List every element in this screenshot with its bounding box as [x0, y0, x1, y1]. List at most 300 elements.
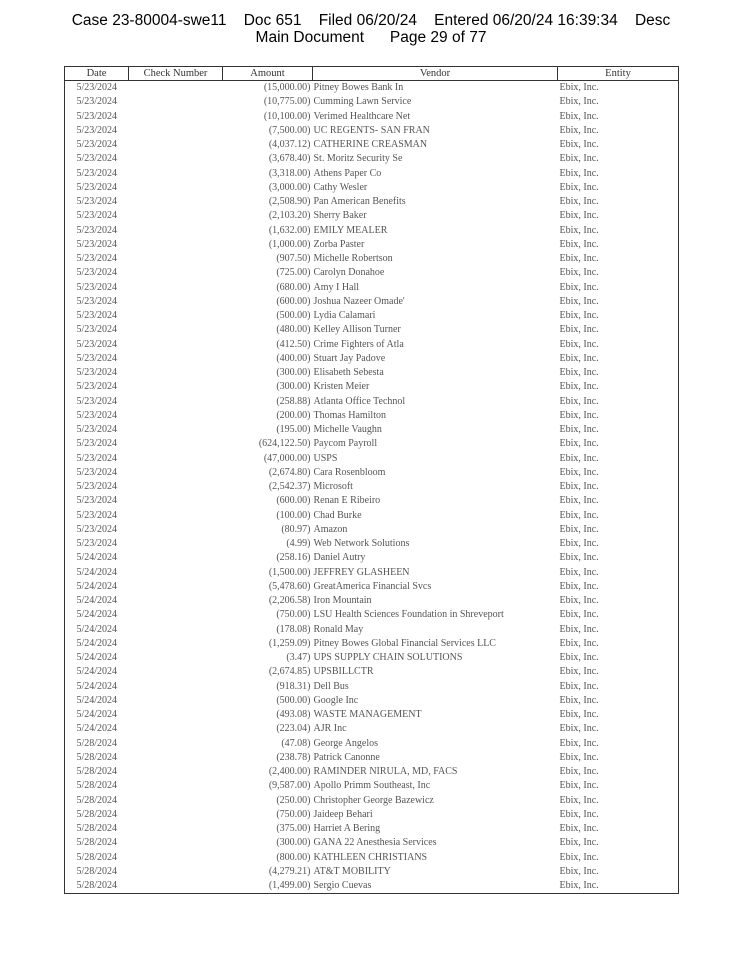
cell-amount: (2,508.90) — [268, 196, 311, 208]
cell-entity: Ebix, Inc. — [558, 352, 679, 366]
cell-amount: (250.00) — [276, 794, 311, 806]
table-row — [65, 879, 679, 894]
cell-check-number — [129, 466, 223, 480]
cell-amount: (4,279.21) — [268, 865, 311, 877]
table-row — [65, 480, 679, 494]
cell-date: 5/24/2024 — [65, 566, 129, 580]
cell-amount: (80.97) — [281, 523, 311, 535]
cell-entity: Ebix, Inc. — [558, 366, 679, 380]
table-row — [65, 281, 679, 295]
cell-date: 5/23/2024 — [65, 480, 129, 494]
cell-amount: (223.04) — [276, 723, 311, 735]
cell-vendor: EMILY MEALER — [313, 224, 388, 236]
cell-date: 5/24/2024 — [65, 580, 129, 594]
cell-entity: Ebix, Inc. — [558, 566, 679, 580]
cell-vendor: Michelle Vaughn — [313, 424, 382, 436]
cell-entity: Ebix, Inc. — [558, 580, 679, 594]
cell-entity: Ebix, Inc. — [558, 480, 679, 494]
cell-date: 5/23/2024 — [65, 523, 129, 537]
cell-vendor: Ronald May — [313, 623, 364, 635]
cell-check-number — [129, 737, 223, 751]
cell-check-number — [129, 637, 223, 651]
cell-amount: (10,775.00) — [263, 96, 311, 108]
cell-check-number — [129, 209, 223, 223]
table-row — [65, 680, 679, 694]
cell-vendor: Harriet A Bering — [313, 823, 381, 835]
cell-check-number — [129, 822, 223, 836]
cell-entity: Ebix, Inc. — [558, 295, 679, 309]
cell-date: 5/23/2024 — [65, 452, 129, 466]
cell-entity: Ebix, Inc. — [558, 637, 679, 651]
cell-vendor: Chad Burke — [313, 509, 362, 521]
cell-entity: Ebix, Inc. — [558, 110, 679, 124]
cell-amount: (7,500.00) — [268, 124, 311, 136]
cell-check-number — [129, 651, 223, 665]
table-row — [65, 209, 679, 223]
table-row — [65, 765, 679, 779]
table-row — [65, 110, 679, 124]
cell-amount: (4.99) — [286, 538, 311, 550]
cell-amount: (300.00) — [276, 381, 311, 393]
cell-check-number — [129, 665, 223, 679]
cell-check-number — [129, 195, 223, 209]
cell-amount: (3,678.40) — [268, 153, 311, 165]
cell-vendor: Pitney Bowes Bank In — [313, 82, 404, 94]
cell-vendor: UPSBILLCTR — [313, 666, 374, 678]
cell-vendor: Zorba Paster — [313, 238, 365, 250]
cell-vendor: RAMINDER NIRULA, MD, FACS — [313, 766, 458, 778]
cell-check-number — [129, 167, 223, 181]
cell-check-number — [129, 366, 223, 380]
cell-check-number — [129, 836, 223, 850]
cell-date: 5/23/2024 — [65, 395, 129, 409]
table-row — [65, 152, 679, 166]
cell-amount: (907.50) — [276, 253, 311, 265]
cell-entity: Ebix, Inc. — [558, 836, 679, 850]
cell-amount: (300.00) — [276, 367, 311, 379]
cell-entity: Ebix, Inc. — [558, 409, 679, 423]
cell-check-number — [129, 124, 223, 138]
table-row — [65, 366, 679, 380]
cell-date: 5/28/2024 — [65, 808, 129, 822]
cell-check-number — [129, 238, 223, 252]
cell-date: 5/23/2024 — [65, 366, 129, 380]
table-row — [65, 81, 679, 96]
cell-check-number — [129, 81, 223, 96]
cell-check-number — [129, 494, 223, 508]
column-header-entity: Entity — [558, 67, 679, 81]
cell-entity: Ebix, Inc. — [558, 238, 679, 252]
cell-check-number — [129, 395, 223, 409]
table-row — [65, 380, 679, 394]
disbursement-table — [64, 66, 679, 894]
cell-entity: Ebix, Inc. — [558, 138, 679, 152]
cell-vendor: Crime Fighters of Atla — [313, 338, 404, 350]
cell-amount: (1,500.00) — [268, 566, 311, 578]
cell-vendor: Web Network Solutions — [313, 538, 410, 550]
cell-date: 5/23/2024 — [65, 323, 129, 337]
cell-date: 5/23/2024 — [65, 295, 129, 309]
case-header — [0, 12, 742, 46]
cell-vendor: LSU Health Sciences Foundation in Shreveport — [313, 609, 504, 621]
cell-vendor: AT&T MOBILITY — [313, 865, 391, 877]
cell-amount: (400.00) — [276, 352, 311, 364]
cell-date: 5/24/2024 — [65, 680, 129, 694]
table-row — [65, 651, 679, 665]
cell-date: 5/23/2024 — [65, 110, 129, 124]
cell-date: 5/28/2024 — [65, 879, 129, 894]
cell-amount: (9,587.00) — [268, 780, 311, 792]
cell-vendor: Amy I Hall — [313, 281, 360, 293]
cell-check-number — [129, 323, 223, 337]
cell-entity: Ebix, Inc. — [558, 779, 679, 793]
cell-vendor: Patrick Canonne — [313, 751, 380, 763]
cell-vendor: USPS — [313, 452, 338, 464]
table-row — [65, 822, 679, 836]
table-row — [65, 238, 679, 252]
cell-date: 5/23/2024 — [65, 380, 129, 394]
cell-amount: (1,259.09) — [268, 637, 311, 649]
cell-vendor: Daniel Autry — [313, 552, 366, 564]
cell-check-number — [129, 722, 223, 736]
cell-check-number — [129, 380, 223, 394]
cell-vendor: Joshua Nazeer Omade' — [313, 295, 405, 307]
cell-amount: (1,632.00) — [268, 224, 311, 236]
table-row — [65, 580, 679, 594]
cell-amount: (47.08) — [281, 737, 311, 749]
cell-entity: Ebix, Inc. — [558, 466, 679, 480]
cell-date: 5/23/2024 — [65, 494, 129, 508]
cell-date: 5/24/2024 — [65, 637, 129, 651]
table-row — [65, 181, 679, 195]
cell-check-number — [129, 352, 223, 366]
table-row — [65, 708, 679, 722]
cell-vendor: Lydia Calamari — [313, 310, 376, 322]
cell-amount: (200.00) — [276, 409, 311, 421]
cell-vendor: Sherry Baker — [313, 210, 367, 222]
cell-check-number — [129, 480, 223, 494]
cell-date: 5/23/2024 — [65, 252, 129, 266]
cell-vendor: Pitney Bowes Global Financial Services LLC — [313, 637, 496, 649]
cell-entity: Ebix, Inc. — [558, 808, 679, 822]
column-header-amount: Amount — [223, 67, 313, 81]
cell-date: 5/24/2024 — [65, 708, 129, 722]
table-row — [65, 295, 679, 309]
cell-amount: (2,206.58) — [268, 595, 311, 607]
cell-entity: Ebix, Inc. — [558, 751, 679, 765]
cell-entity: Ebix, Inc. — [558, 694, 679, 708]
cell-vendor: UC REGENTS- SAN FRAN — [313, 124, 430, 136]
table-row — [65, 551, 679, 565]
cell-check-number — [129, 865, 223, 879]
cell-date: 5/23/2024 — [65, 266, 129, 280]
cell-amount: (500.00) — [276, 310, 311, 322]
cell-date: 5/28/2024 — [65, 751, 129, 765]
case-header-line-2: Main Document Page 29 of 77 — [255, 29, 487, 46]
cell-check-number — [129, 423, 223, 437]
cell-amount: (3,000.00) — [268, 181, 311, 193]
table-row — [65, 124, 679, 138]
table-row — [65, 751, 679, 765]
cell-vendor: Paycom Payroll — [313, 438, 378, 450]
cell-date: 5/24/2024 — [65, 594, 129, 608]
table-row — [65, 836, 679, 850]
cell-entity: Ebix, Inc. — [558, 822, 679, 836]
cell-entity: Ebix, Inc. — [558, 124, 679, 138]
cell-entity: Ebix, Inc. — [558, 437, 679, 451]
cell-amount: (800.00) — [276, 851, 311, 863]
cell-check-number — [129, 409, 223, 423]
cell-vendor: Pan American Benefits — [313, 196, 406, 208]
cell-entity: Ebix, Inc. — [558, 865, 679, 879]
table-row — [65, 437, 679, 451]
cell-vendor: WASTE MANAGEMENT — [313, 709, 422, 721]
cell-amount: (725.00) — [276, 267, 311, 279]
cell-check-number — [129, 266, 223, 280]
cell-date: 5/23/2024 — [65, 181, 129, 195]
cell-check-number — [129, 138, 223, 152]
cell-check-number — [129, 751, 223, 765]
cell-vendor: GreatAmerica Financial Svcs — [313, 580, 432, 592]
cell-entity: Ebix, Inc. — [558, 152, 679, 166]
cell-entity: Ebix, Inc. — [558, 167, 679, 181]
table-row — [65, 566, 679, 580]
table-row — [65, 594, 679, 608]
table-row — [65, 466, 679, 480]
cell-vendor: Google Inc — [313, 694, 359, 706]
cell-vendor: UPS SUPPLY CHAIN SOLUTIONS — [313, 652, 463, 664]
cell-entity: Ebix, Inc. — [558, 494, 679, 508]
cell-date: 5/24/2024 — [65, 608, 129, 622]
cell-vendor: JEFFREY GLASHEEN — [313, 566, 410, 578]
cell-date: 5/28/2024 — [65, 865, 129, 879]
cell-amount: (2,674.80) — [268, 466, 311, 478]
cell-entity: Ebix, Inc. — [558, 323, 679, 337]
cell-amount: (1,499.00) — [223, 879, 313, 894]
cell-date: 5/28/2024 — [65, 836, 129, 850]
cell-vendor: Atlanta Office Technol — [313, 395, 406, 407]
cell-check-number — [129, 295, 223, 309]
cell-vendor: Thomas Hamilton — [313, 409, 386, 421]
table-row — [65, 494, 679, 508]
cell-check-number — [129, 224, 223, 238]
cell-vendor: Amazon — [313, 523, 348, 535]
cell-check-number — [129, 594, 223, 608]
cell-check-number — [129, 338, 223, 352]
cell-date: 5/28/2024 — [65, 851, 129, 865]
table-row — [65, 694, 679, 708]
table-row — [65, 167, 679, 181]
cell-entity: Ebix, Inc. — [558, 680, 679, 694]
table-row — [65, 138, 679, 152]
cell-check-number — [129, 281, 223, 295]
cell-check-number — [129, 808, 223, 822]
cell-amount: (47,000.00) — [263, 452, 311, 464]
cell-vendor: Iron Mountain — [313, 595, 372, 607]
cell-vendor: GANA 22 Anesthesia Services — [313, 837, 437, 849]
cell-vendor: Athens Paper Co — [313, 167, 382, 179]
cell-amount: (624,122.50) — [258, 438, 311, 450]
cell-vendor: Michelle Robertson — [313, 253, 393, 265]
cell-amount: (918.31) — [276, 680, 311, 692]
cell-date: 5/23/2024 — [65, 309, 129, 323]
cell-date: 5/23/2024 — [65, 124, 129, 138]
cell-check-number — [129, 608, 223, 622]
cell-amount: (375.00) — [276, 823, 311, 835]
cell-date: 5/24/2024 — [65, 651, 129, 665]
table-row — [65, 808, 679, 822]
cell-amount: (5,478.60) — [268, 580, 311, 592]
cell-date: 5/23/2024 — [65, 423, 129, 437]
cell-vendor: Jaideep Behari — [313, 808, 373, 820]
cell-entity: Ebix, Inc. — [558, 551, 679, 565]
cell-amount: (600.00) — [276, 495, 311, 507]
cell-vendor: Carolyn Donahoe — [313, 267, 385, 279]
cell-amount: (195.00) — [276, 424, 311, 436]
cell-entity: Ebix, Inc. — [558, 252, 679, 266]
cell-entity: Ebix, Inc. — [558, 608, 679, 622]
cell-entity: Ebix, Inc. — [558, 651, 679, 665]
cell-vendor: Cumming Lawn Service — [313, 96, 412, 108]
table-row — [65, 409, 679, 423]
table-row — [65, 794, 679, 808]
cell-amount: (258.16) — [276, 552, 311, 564]
cell-check-number — [129, 623, 223, 637]
table-row — [65, 395, 679, 409]
cell-date: 5/28/2024 — [65, 822, 129, 836]
cell-entity: Ebix, Inc. — [558, 224, 679, 238]
cell-amount: (238.78) — [276, 751, 311, 763]
table-row — [65, 537, 679, 551]
cell-date: 5/24/2024 — [65, 722, 129, 736]
table-row — [65, 423, 679, 437]
cell-check-number — [129, 794, 223, 808]
cell-vendor: St. Moritz Security Se — [313, 153, 403, 165]
cell-vendor: KATHLEEN CHRISTIANS — [313, 851, 428, 863]
table-row — [65, 865, 679, 879]
cell-amount: (4,037.12) — [268, 139, 311, 151]
cell-entity: Ebix, Inc. — [558, 794, 679, 808]
cell-entity: Ebix, Inc. — [558, 523, 679, 537]
cell-vendor: Kristen Meier — [313, 381, 370, 393]
cell-check-number — [129, 694, 223, 708]
cell-date: 5/23/2024 — [65, 409, 129, 423]
cell-date: 5/23/2024 — [65, 138, 129, 152]
cell-amount: (3,318.00) — [268, 167, 311, 179]
cell-amount: (2,542.37) — [268, 481, 311, 493]
table-row — [65, 722, 679, 736]
cell-entity: Ebix, Inc. — [558, 665, 679, 679]
cell-check-number — [129, 779, 223, 793]
column-header-vendor: Vendor — [313, 67, 558, 81]
table-row — [65, 623, 679, 637]
cell-vendor: Apollo Primm Southeast, Inc — [313, 780, 431, 792]
cell-amount: (100.00) — [276, 509, 311, 521]
cell-vendor: Microsoft — [313, 481, 353, 493]
cell-entity: Ebix, Inc. — [558, 851, 679, 865]
cell-date: 5/24/2024 — [65, 694, 129, 708]
cell-entity: Ebix, Inc. — [558, 95, 679, 109]
cell-amount: (3.47) — [286, 652, 311, 664]
cell-date: 5/28/2024 — [65, 794, 129, 808]
cell-check-number — [129, 181, 223, 195]
table-row — [65, 309, 679, 323]
cell-date: 5/23/2024 — [65, 224, 129, 238]
cell-date: 5/23/2024 — [65, 81, 129, 96]
cell-entity: Ebix, Inc. — [558, 537, 679, 551]
cell-date: 5/23/2024 — [65, 238, 129, 252]
cell-vendor: Christopher George Bazewicz — [313, 794, 434, 806]
cell-vendor: Cara Rosenbloom — [313, 466, 386, 478]
cell-check-number — [129, 765, 223, 779]
table-body — [65, 81, 679, 894]
cell-entity: Ebix, Inc. — [558, 737, 679, 751]
cell-entity: Ebix, Inc. — [558, 181, 679, 195]
table-row — [65, 352, 679, 366]
cell-amount: (480.00) — [276, 324, 311, 336]
cell-vendor: Stuart Jay Padove — [313, 352, 386, 364]
cell-entity: Ebix, Inc. — [558, 309, 679, 323]
case-header-line-1: Case 23-80004-swe11 Doc 651 Filed 06/20/24 Entered 06/20/24 16:39:34 Desc — [71, 12, 671, 29]
cell-amount: (500.00) — [276, 694, 311, 706]
cell-amount: (1,000.00) — [268, 238, 311, 250]
cell-vendor: Kelley Allison Turner — [313, 324, 401, 336]
cell-date: 5/24/2024 — [65, 665, 129, 679]
cell-date: 5/23/2024 — [65, 537, 129, 551]
cell-check-number — [129, 523, 223, 537]
cell-check-number — [129, 252, 223, 266]
cell-date: 5/23/2024 — [65, 509, 129, 523]
cell-check-number — [129, 580, 223, 594]
cell-check-number — [129, 152, 223, 166]
cell-date: 5/28/2024 — [65, 779, 129, 793]
cell-entity: Ebix, Inc. — [558, 879, 679, 894]
table-row — [65, 95, 679, 109]
cell-amount: (600.00) — [276, 295, 311, 307]
cell-check-number — [129, 452, 223, 466]
cell-date: 5/23/2024 — [65, 281, 129, 295]
cell-check-number — [129, 551, 223, 565]
cell-date: 5/23/2024 — [65, 195, 129, 209]
cell-entity: Ebix, Inc. — [558, 765, 679, 779]
table-row — [65, 608, 679, 622]
cell-amount: (2,400.00) — [268, 766, 311, 778]
column-header-date: Date — [65, 67, 129, 81]
column-header-check-number: Check Number — [129, 67, 223, 81]
cell-amount: (2,103.20) — [268, 210, 311, 222]
cell-entity: Ebix, Inc. — [558, 594, 679, 608]
cell-vendor: Verimed Healthcare Net — [313, 110, 411, 122]
table-row — [65, 779, 679, 793]
cell-amount: (750.00) — [276, 609, 311, 621]
cell-amount: (15,000.00) — [263, 82, 311, 94]
cell-amount: (300.00) — [276, 837, 311, 849]
cell-date: 5/28/2024 — [65, 765, 129, 779]
cell-check-number — [129, 851, 223, 865]
cell-amount: (10,100.00) — [263, 110, 311, 122]
cell-date: 5/24/2024 — [65, 623, 129, 637]
cell-date: 5/23/2024 — [65, 338, 129, 352]
table-row — [65, 252, 679, 266]
table-row — [65, 224, 679, 238]
cell-vendor: Elisabeth Sebesta — [313, 367, 384, 379]
cell-vendor: AJR Inc — [313, 723, 347, 735]
cell-date: 5/23/2024 — [65, 209, 129, 223]
cell-entity: Ebix, Inc. — [558, 452, 679, 466]
cell-check-number — [129, 566, 223, 580]
cell-date: 5/24/2024 — [65, 551, 129, 565]
cell-entity: Ebix, Inc. — [558, 423, 679, 437]
